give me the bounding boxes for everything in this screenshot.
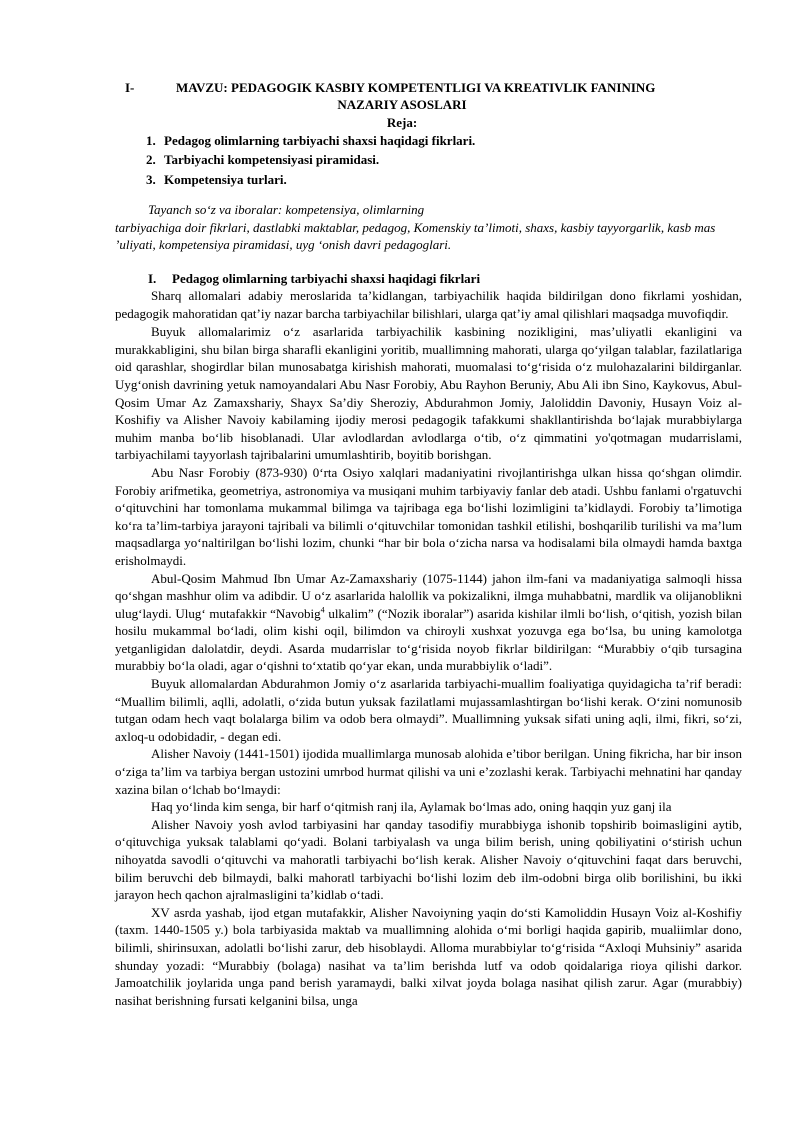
plan-item xyxy=(146,171,706,190)
plan-list xyxy=(146,132,706,190)
plan-item-text: Tarbiyachi kompetensiyasi piramidasi. xyxy=(164,152,380,168)
plan-heading: Reja: xyxy=(386,115,418,130)
plan-item-text: Pedagog olimlarning tarbiyachi shaxsi haqidagi fikrlari. xyxy=(164,133,476,148)
plan-item-text: Kompetensiya turlari. xyxy=(164,171,287,187)
keywords-line-1: Tayanch so‘z va iboralar: kompetensiya, olimlarning xyxy=(148,202,425,217)
paragraph: Sharq allomalari adabiy meroslarida ta’kidlangan, tarbiyachilik haqida bildirilgan dono fikrlami yoshidan, pedagogik mahoratidan qat’iy nazar barcha tarbiyachilar bilishlari, ularga qat’iy amal qilishlari maqsadga muvofiqdir. xyxy=(115,288,742,321)
paragraph-part: Abul-Qosim Mahmud Ibn Umar Az-Zamaxshariy (1075-1144) jahon ilm-fani va madaniyatiga salmoqli hissa qo‘shgan mashhur olim va adibdir. U o‘z asarlarida halollik va pokizalikni, ilmga muhabbatni, mardlik va olijanoblikni ulug‘laydi. Ulug‘ mutafakkir “Navobig xyxy=(115,570,742,621)
paragraph: XV asrda yashab, ijod etgan mutafakkir, Alisher Navoiyning yaqin do‘sti Kamoliddin Husayn Voiz al-Koshifiy (taxm. 1440-1505 y.) bola tarbiyasida maktab va muallimning alohida o‘mi borligi haqida gapirib, mualiimlar dono, bilimli, shirinsuxan, adolatli bo‘lishi zarur, deb hisoblaydi. Alloma murabbiylar to‘g‘risida “Axloqi Muhsiniy” asarida shunday yozadi: “Murabbiy (bolaga) nasihat va ta’lim berishda lutf va odob qoidalariga rioya qilishi darkor. Jamoatchilik joylarida unga pand berish yaramaydi, balki xilvat joyda bolaga nasihat qilish zarur. Agar (murabbiy) nasihat berishning fursati kelganini bilsa, unga xyxy=(115,904,742,1008)
title-line-1: MAVZU: PEDAGOGIK KASBIY KOMPETENTLIGI VA KREATIVLIK FANINING xyxy=(176,80,656,95)
keywords-rest: tarbiyachiga doir fikrlari, dastlabki maktablar, pedagog, Komenskiy ta’limoti, shaxs, kasbiy tayyorgarlik, kasb mas ’uliyati, kompetensiya piramidasi, uyg ‘onish davri pedagoglari. xyxy=(115,219,716,253)
chapter-number: I- xyxy=(125,80,135,95)
paragraph: Alisher Navoiy (1441-1501) ijodida muallimlarga munosab alohida e’tibor berilgan. Uning fikricha, har bir inson o‘ziga ta’lim va tarbiya bergan ustozini umrbod hurmat qilishi va uni e’zozlashi kerak. Tarbiyachi mehnatini har qanday xazina bilan o‘lchab bo‘lmaydi: xyxy=(115,746,742,797)
section-heading xyxy=(148,270,480,288)
footnote-marker: 4 xyxy=(320,605,325,615)
paragraph xyxy=(115,570,742,676)
verse: Haq yo‘linda kim senga, bir harf o‘qitmish ranj ila, Aylamak bo‘lmas ado, oning haqqin yuz ganj ila xyxy=(151,799,672,815)
plan-item xyxy=(146,132,706,151)
keywords-block xyxy=(115,201,742,254)
body-text xyxy=(115,287,742,1009)
section-title: Pedagog olimlarning tarbiyachi shaxsi haqidagi fikrlari xyxy=(172,271,481,286)
paragraph: Buyuk allomalardan Abdurahmon Jomiy o‘z asarlarida tarbiyachi-muallim foaliyatiga quyidagicha ta’rif beradi: “Muallim bilimli, aqlli, adolatli, o‘zida butun yuksak fazilatlami mujassamlashtirgan bo‘lishi kerak. O‘zini nomunosib tutgan odam hech vaqt bolalarga bilim va odob bera olmaydi”. Muallimning yuksak sifati uning aqli, ilmi, fikri, so‘zi, axloq-u odobidadir, - degan edi. xyxy=(115,676,742,744)
plan-item xyxy=(146,151,706,170)
section-number: I. xyxy=(148,271,157,286)
paragraph: Abu Nasr Forobiy (873-930) 0‘rta Osiyo xalqlari madaniyatini rivojlantirishga ulkan hissa qo‘shgan olimdir. Forobiy arifmetika, geometriya, astronomiya va musiqani muhim tarbiyaviy fanlar deb atadi. Ushbu fanlami o'rgatuvchi o‘qituvchini har tomonlama mukammal bilimga va tajribaga ega bo‘lishi lozimligini ta’kidlaydi. Forobiy ta’limotiga ko‘ra ta’lim-tarbiya jarayoni tajribali va bilimli o‘qituvchilar tomonidan tashkil etilishi, boshqarilib turilishi va ma’lum maqsadlarga yo‘naltirilgan bo‘lishi lozim, chunki “har bir bola o‘zicha narsa va hodisalami bila olmaydi hamda baxtga erisholmaydi. xyxy=(115,464,742,568)
plan-item-number: 2. xyxy=(146,152,156,168)
title-line-2: NAZARIY ASOSLARI xyxy=(337,97,467,112)
paragraph: Alisher Navoiy yosh avlod tarbiyasini har qanday tasodifiy murabbiyga ishonib topshirib boimasligini aytib, o‘qituvchiga yuksak talablami qo‘yadi. Bolani tarbiyalash va unga bilim berish, uning qobiliyatini o‘stirish uchun nihoyatda savodli o‘qituvchi va mahoratli tarbiyachi bo‘lish kerak. Alisher Navoiy o‘qituvchini faqat dars beruvchi, bilim beruvchi deb bilmaydi, balki mahoratl tarbiyachi bo‘lishi lozim deb ilm-odobni birga olib borilishini, bu ikki jarayon hech qachon ajralmasligini ta’kidlab o‘tadi. xyxy=(115,816,742,903)
paragraph-part: ulkalim” (“Nozik iboralar”) asarida kishilar ilmli bo‘lish, o‘qitish, yozish bilan hosilu mukammal bo‘ladi, olim kishi oqil, bilimdon va chiroyli xushxat yozuvga ega bo‘lsa, bu uning kamolotga yetganligidan dalolatdir, deydi. Asarda mudarrislar to‘g‘risida noyob fikrlar bildirilgan: “Murabbiy o‘qib tursagina murabbiy bo‘la oladi, agar o‘qishni to‘xtatib qo‘yar ekan, unda murabbiylik o‘ladi”. xyxy=(115,605,742,674)
plan-item-number: 1. xyxy=(146,133,156,148)
paragraph: Buyuk allomalarimiz o‘z asarlarida tarbiyachilik kasbining nozikligini, mas’uliyatli ekanligini va murakkabligini, shu bilan birga sharafli ekanligini yoritib, muallimning mahorati, ularga qo‘yilgan talablar, fazilatlariga oid qarashlar, shogirdlar bilan munosabatga kirishish mahorati, muomalasi to‘g‘risida o‘z mulohazalarini bildirganlar. Uyg‘onish davrining yetuk namoyandalari Abu Nasr Forobiy, Abu Rayhon Beruniy, Abu Ali ibn Sino, Kaykovus, Abul-Qosim Umar Az Zamaxshariy, Shayx Sa’diy Sheroziy, Abdurahmon Jomiy, Jaloliddin Davoniy, Husayn Voiz al-Koshifiy va Alisher Navoiy kabilaming ijodiy merosi pedagogik tafakkumi shakllantirishda bo‘lajak murabbiylarga muhim manba bo‘lib hisoblanadi. Ular avlodlardan avlodlarga o‘tib, o‘z qimmatini yo'qotmagan mudarrislami, tarbiyachilami tayyorlash tajribalarini umumlashtirib, boyitib borishgan. xyxy=(115,324,742,463)
plan-item-number: 3. xyxy=(146,171,156,187)
